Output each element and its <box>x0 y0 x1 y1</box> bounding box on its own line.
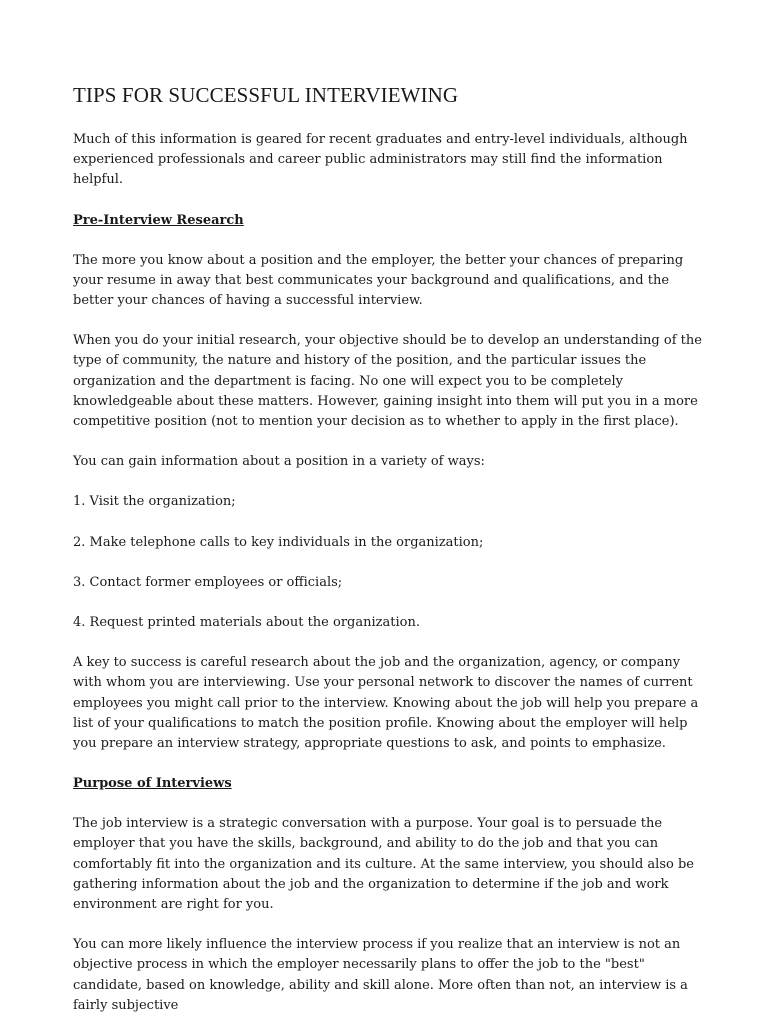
document-title: TIPS FOR SUCCESSFUL INTERVIEWING <box>73 83 459 107</box>
document-page <box>73 82 703 1036</box>
paragraph: You can gain information about a position in a variety of ways: <box>73 454 485 470</box>
list-item: 1. Visit the organization; <box>73 494 236 510</box>
paragraph: The job interview is a strategic conversation with a purpose. Your goal is to persuade the employer that you have the skills, background, and ability to do the job and that you can comfortably fit into the organization and its culture. At the same interview, you should also be gathering information about the job and the organization to determine if the job and work environment are right for you. <box>73 816 694 913</box>
paragraph: You can more likely influence the interview process if you realize that an interview is not an objective process in which the employer necessarily plans to offer the job to the "best" candidate, based on knowledge, ability and skill alone. More often than not, an interview is a fairly subjective <box>73 937 688 1013</box>
list-item: 2. Make telephone calls to key individuals in the organization; <box>73 534 484 550</box>
list-item: 3. Contact former employees or officials; <box>73 574 343 590</box>
paragraph: The more you know about a position and the employer, the better your chances of preparing your resume in away that best communicates your background and qualifications, and the better your chances of having a successful interview. <box>73 252 684 309</box>
paragraph: When you do your initial research, your objective should be to develop an understanding of the type of community, the nature and history of the position, and the particular issues the organization and the department is facing. No one will expect you to be completely knowledgeable about these matters. However, gaining insight into them will put you in a more competitive position (not to mention your decision as to whether to apply in the first place). <box>73 333 702 430</box>
section-heading-pre-interview-research: Pre-Interview Research <box>73 212 244 228</box>
list-item: 4. Request printed materials about the organization. <box>73 615 420 631</box>
section-heading-purpose-of-interviews: Purpose of Interviews <box>73 776 232 792</box>
paragraph: A key to success is careful research about the job and the organization, agency, or company with whom you are interviewing. Use your personal network to discover the names of current employees you might call prior to the interview. Knowing about the job will help you prepare a list of your qualifications to match the position profile. Knowing about the employer will help you prepare an interview strategy, appropriate questions to ask, and points to emphasize. <box>73 655 699 752</box>
intro-paragraph: Much of this information is geared for recent graduates and entry-level individuals, although experienced professionals and career public administrators may still find the information helpful. <box>73 132 688 188</box>
